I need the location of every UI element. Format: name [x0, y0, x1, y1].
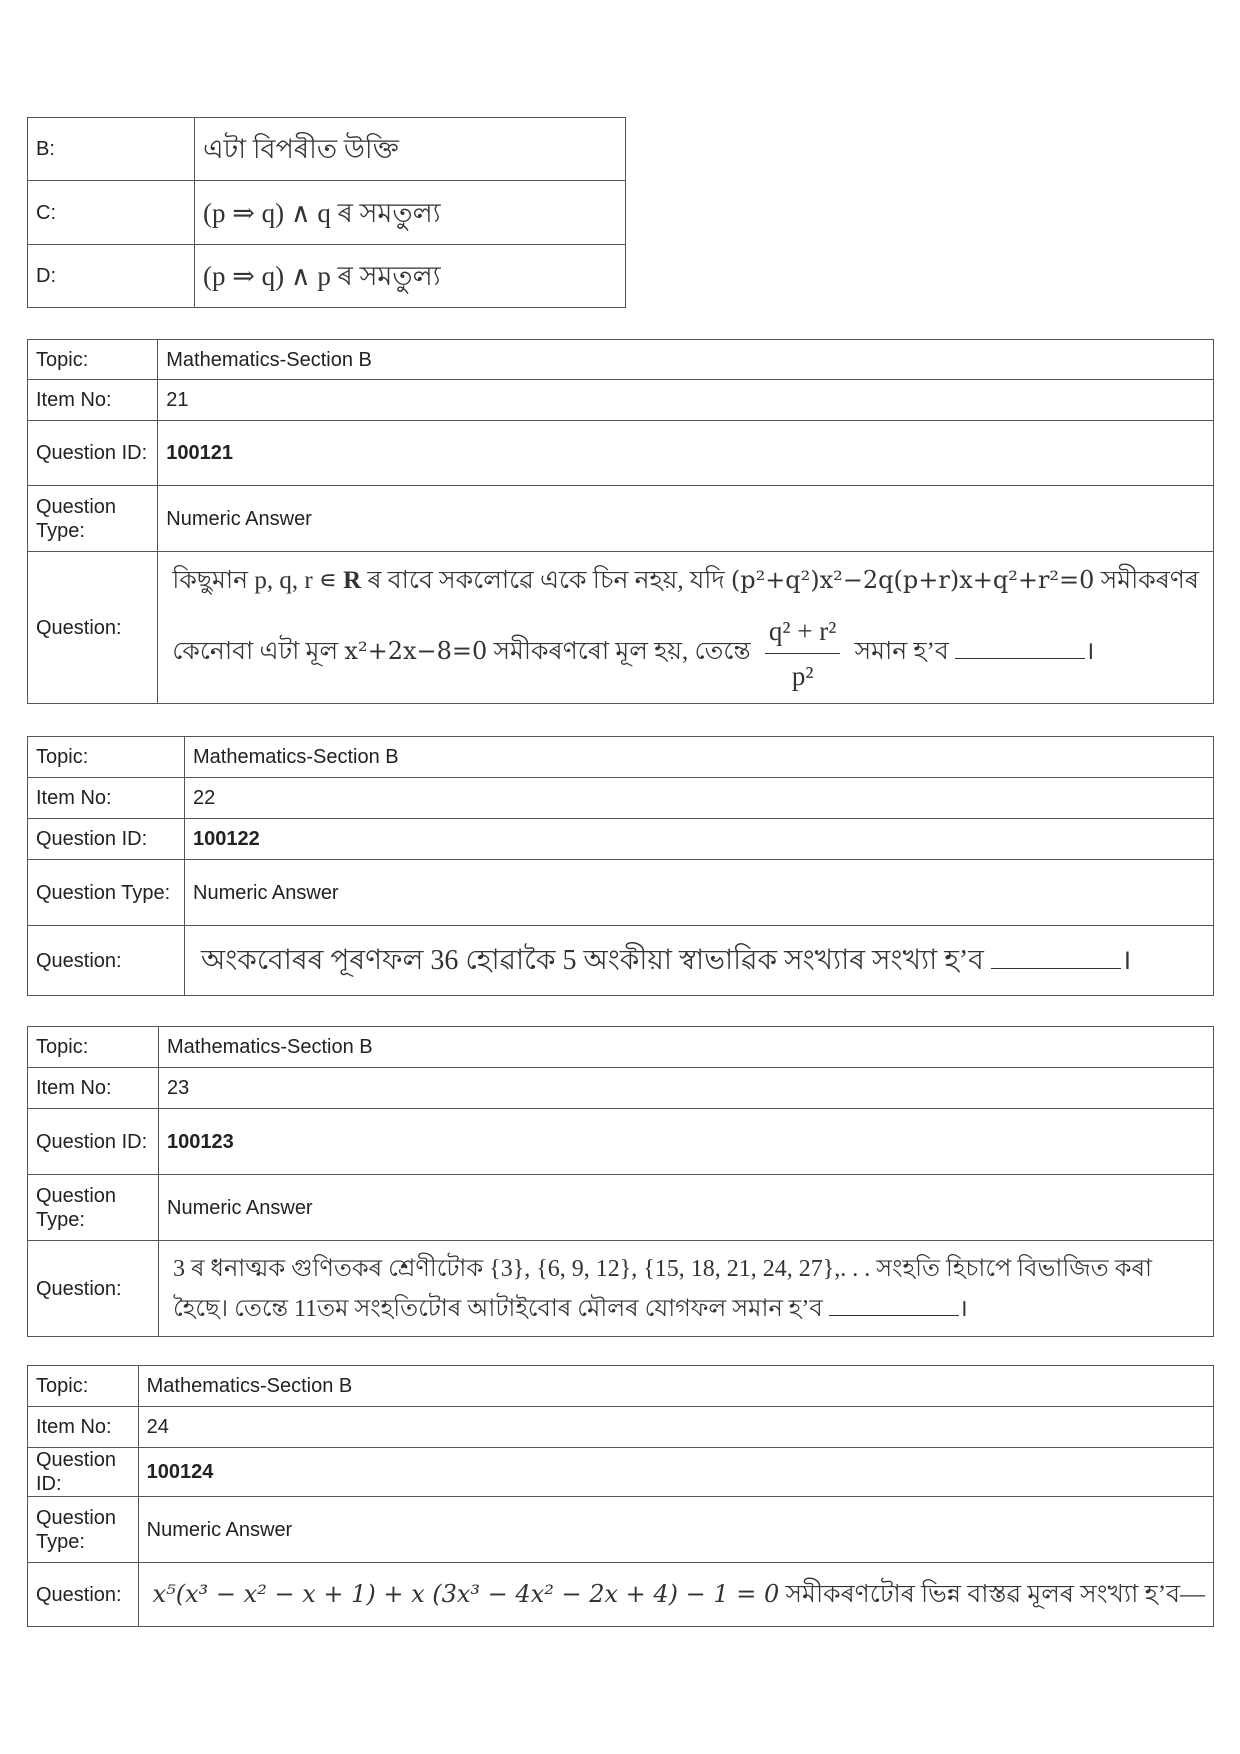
- topic-value: Mathematics-Section B: [159, 1027, 1214, 1068]
- question-end: ।: [1085, 637, 1095, 665]
- topic-label: Topic:: [28, 737, 185, 778]
- topic-value: Mathematics-Section B: [185, 737, 1214, 778]
- question-id-row: [28, 1109, 1214, 1175]
- item-no-value: 22: [185, 778, 1214, 819]
- topic-value: Mathematics-Section B: [158, 340, 1214, 380]
- fraction-denominator: p²: [791, 660, 814, 691]
- item-no-label: Item No:: [28, 778, 185, 819]
- real-set-symbol: R: [343, 566, 362, 594]
- question-text: সমীকৰণটোৰ ভিন্ন বাস্তৱ মূলৰ সংখ্যা হ’ব—: [779, 1581, 1205, 1608]
- question-type-value: Numeric Answer: [158, 486, 1214, 552]
- question-id-row: [28, 421, 1214, 486]
- question-id-value: 100121: [158, 421, 1214, 486]
- question-type-row: [28, 860, 1214, 926]
- option-label: C:: [28, 181, 195, 245]
- option-text: [195, 245, 626, 308]
- question-line-1: 3 ৰ ধনাত্মক গুণিতকৰ শ্ৰেণীটোক {3}, {6, 9, 12}, {15, 18, 21, 24, 27},. . . সংহতি হিচাপে বিভাজিত কৰা: [173, 1255, 1152, 1282]
- question-id-label: Question ID:: [28, 1109, 159, 1175]
- question-type-row: [28, 1497, 1214, 1563]
- question-body: [159, 1241, 1214, 1337]
- question-row: [28, 926, 1214, 996]
- answer-blank: [829, 1314, 959, 1316]
- option-text: এটা বিপৰীত উক্তি: [195, 118, 626, 181]
- option-suffix: ৰ সমতুল্য: [330, 261, 441, 291]
- question-text: অংকবোৰৰ পূৰণফল 36 হোৱাকৈ 5 অংকীয়া স্বাভাৱিক সংখ্যাৰ সংখ্যা হ’ব: [201, 944, 991, 976]
- question-text: সমান হ’ব: [848, 637, 956, 665]
- item-no-row: [28, 1068, 1214, 1109]
- question-id-row: [28, 1448, 1214, 1497]
- question-text: সমীকৰণৰ: [1094, 566, 1199, 594]
- question-body: [138, 1563, 1213, 1627]
- question-row: [28, 1563, 1214, 1627]
- option-expr: (p ⇒ q) ∧ p: [203, 261, 331, 291]
- question-text: কেনোবা এটা মূল: [172, 637, 345, 665]
- topic-row: [28, 340, 1214, 380]
- item-no-row: [28, 380, 1214, 421]
- question-id-label: Question ID:: [28, 1448, 139, 1497]
- question-line-2: [172, 611, 1199, 696]
- question-type-value: Numeric Answer: [185, 860, 1214, 926]
- question-text: সমীকৰণৰো মূল হয়, তেন্তে: [487, 637, 751, 665]
- topic-value: Mathematics-Section B: [138, 1366, 1213, 1407]
- question-table-22: [27, 736, 1214, 996]
- question-type-value: Numeric Answer: [159, 1175, 1214, 1241]
- question-table-23: [27, 1026, 1214, 1337]
- question-type-label: Question Type:: [28, 486, 158, 552]
- question-label: Question:: [28, 552, 158, 704]
- item-no-row: [28, 778, 1214, 819]
- question-id-value: 100124: [138, 1448, 1213, 1497]
- item-no-value: 21: [158, 380, 1214, 421]
- topic-row: [28, 1366, 1214, 1407]
- question-id-label: Question ID:: [28, 421, 158, 486]
- question-id-value: 100123: [159, 1109, 1214, 1175]
- option-row-d: [28, 245, 626, 308]
- question-text: কিছুমান p, q, r ∊: [172, 566, 344, 594]
- item-no-label: Item No:: [28, 1068, 159, 1109]
- equation: x⁵(x³ − x² − x + 1) + x (3x³ − 4x² − 2x + 4) − 1 = 0: [152, 1580, 780, 1608]
- item-no-label: Item No:: [28, 1407, 139, 1448]
- question-row: [28, 1241, 1214, 1337]
- answer-blank: [955, 657, 1085, 659]
- options-table: [27, 117, 626, 308]
- question-row: [28, 552, 1214, 704]
- question-type-row: [28, 1175, 1214, 1241]
- option-row-b: [28, 118, 626, 181]
- question-text: ৰ বাবে সকলোৱে একে চিন নহয়, যদি: [361, 566, 731, 594]
- fraction: [765, 611, 840, 696]
- question-body: [185, 926, 1214, 996]
- topic-row: [28, 737, 1214, 778]
- question-end: ।: [958, 1295, 968, 1322]
- equation: (p²+q²)x²−2q(p+r)x+q²+r²=0: [730, 565, 1095, 594]
- answer-blank: [991, 967, 1121, 969]
- question-table-24: [27, 1365, 1214, 1627]
- item-no-value: 24: [138, 1407, 1213, 1448]
- topic-label: Topic:: [28, 340, 158, 380]
- question-body: [158, 552, 1214, 704]
- question-type-row: [28, 486, 1214, 552]
- question-line-1: [172, 560, 1199, 601]
- option-row-c: [28, 181, 626, 245]
- question-id-label: Question ID:: [28, 819, 185, 860]
- equation: x²+2x−8=0: [344, 636, 488, 665]
- topic-label: Topic:: [28, 1366, 139, 1407]
- question-label: Question:: [28, 926, 185, 996]
- question-table-21: [27, 339, 1214, 704]
- question-end: ।: [1120, 944, 1132, 976]
- question-id-value: 100122: [185, 819, 1214, 860]
- question-line-2: [173, 1289, 1199, 1329]
- option-label: D:: [28, 245, 195, 308]
- item-no-row: [28, 1407, 1214, 1448]
- question-label: Question:: [28, 1241, 159, 1337]
- option-label: B:: [28, 118, 195, 181]
- item-no-label: Item No:: [28, 380, 158, 421]
- question-type-label: Question Type:: [28, 860, 185, 926]
- question-id-row: [28, 819, 1214, 860]
- question-type-label: Question Type:: [28, 1175, 159, 1241]
- question-type-label: Question Type:: [28, 1497, 139, 1563]
- item-no-value: 23: [159, 1068, 1214, 1109]
- topic-label: Topic:: [28, 1027, 159, 1068]
- option-text: [195, 181, 626, 245]
- question-label: Question:: [28, 1563, 139, 1627]
- topic-row: [28, 1027, 1214, 1068]
- option-suffix: ৰ সমতুল্য: [330, 197, 441, 228]
- question-type-value: Numeric Answer: [138, 1497, 1213, 1563]
- option-expr: (p ⇒ q) ∧ q: [203, 197, 331, 228]
- question-text: হৈছে। তেন্তে 11তম সংহতিটোৰ আটাইবোৰ মৌলৰ যোগফল সমান হ’ব: [173, 1295, 829, 1322]
- fraction-numerator: q² + r²: [765, 611, 840, 654]
